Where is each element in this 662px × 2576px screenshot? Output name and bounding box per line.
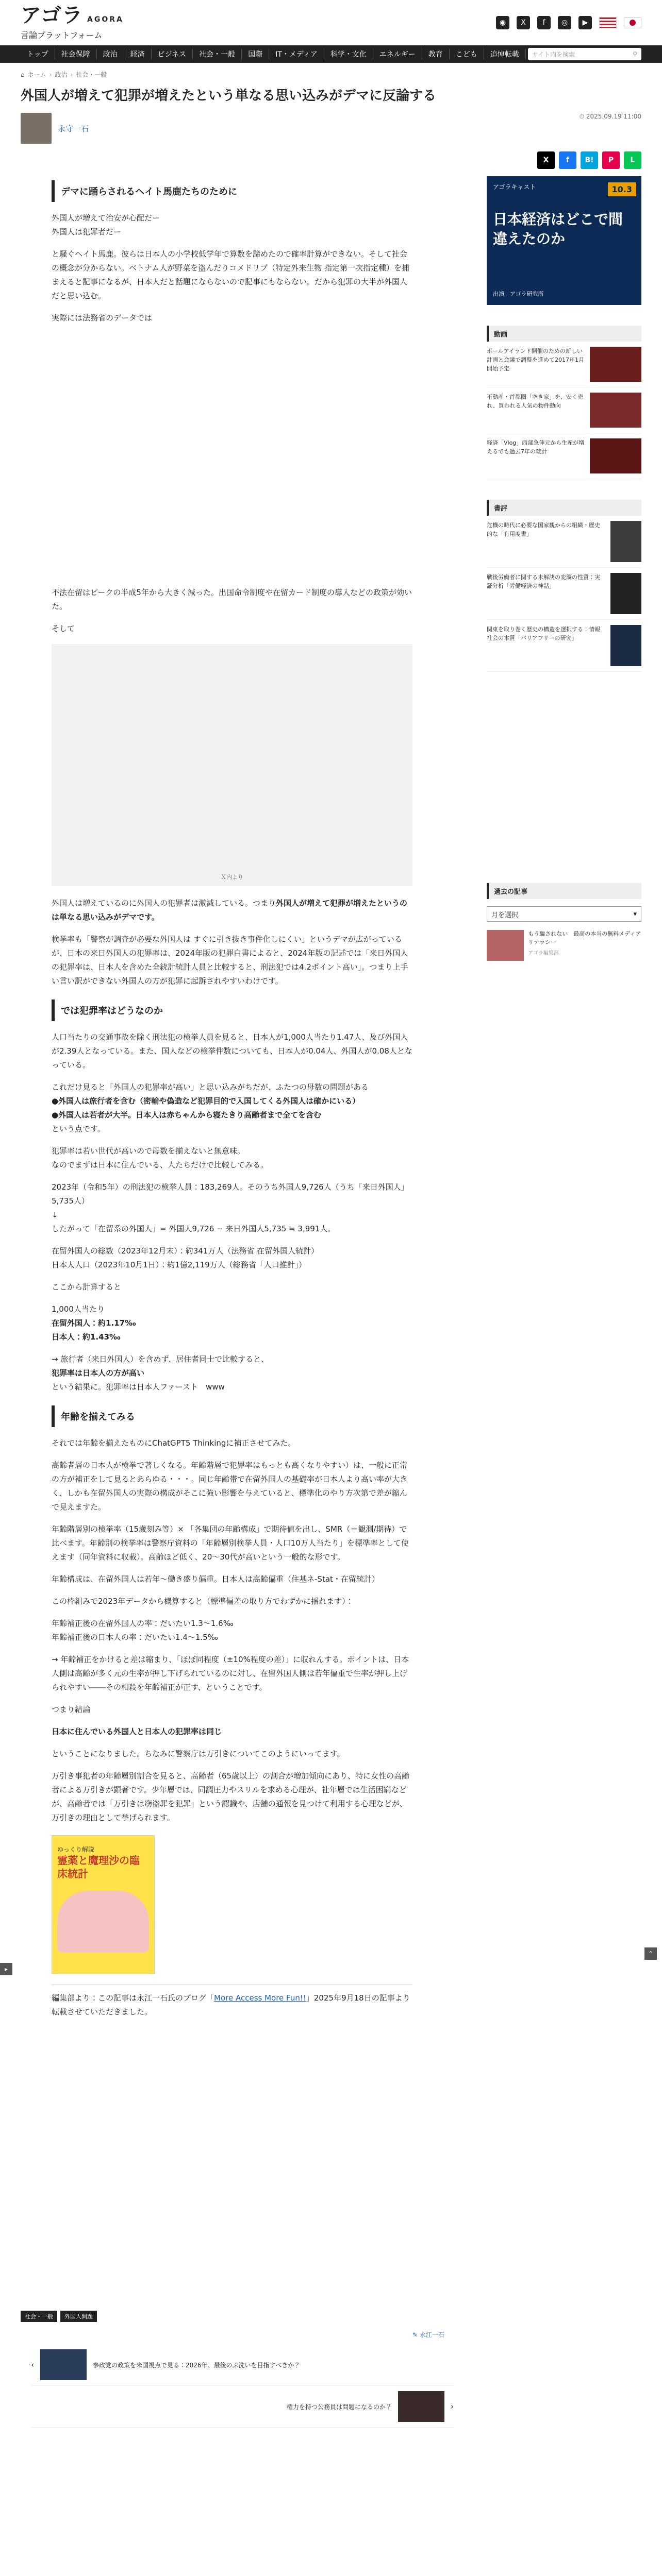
logo-sub: AGORA: [87, 15, 124, 24]
paragraph: 在留外国人の総数（2023年12月末）：約341万人（法務省 在留外国人統計） 日本人人口（2023年10月1日）：約1億2,119万人（総務省「人口推計」）: [52, 1246, 319, 1269]
sidebar-heading: 過去の記事: [487, 883, 641, 899]
x-icon[interactable]: X: [517, 16, 530, 29]
list-item[interactable]: ポールアイランド開催のための新しい計画と会議で調整を進めて2017年1月開始予定: [487, 342, 641, 387]
book-cover-image[interactable]: [52, 1835, 155, 1974]
list-item[interactable]: もう騙されない 最高の本当の無料メディアリテラシー アゴラ編集部: [487, 930, 641, 961]
section-heading: デマに踊らされるヘイト馬鹿たちのために: [52, 180, 412, 202]
search-input[interactable]: [528, 48, 641, 60]
instagram-icon[interactable]: ◎: [558, 16, 571, 29]
nav-item[interactable]: こども: [450, 49, 484, 59]
paragraph: 不法在留はピークの半成5年から大きく減った。出国命令制度や在留カード制度の導入などの政策が効いた。: [52, 588, 412, 611]
thumbnail: [40, 2349, 87, 2380]
paragraph: → 旅行者（来日外国人）を含めず、居住者同士で比較すると、 犯罪率は日本人の方が高い という結果に。犯罪率は日本人ファースト www: [52, 1354, 269, 1392]
us-flag-icon[interactable]: [599, 17, 617, 28]
pocket-share-icon[interactable]: P: [602, 151, 620, 169]
paragraph: この枠組みで2023年データから概算すると（標準偏差の取り方でわずかに揺れます）：: [52, 1597, 354, 1606]
paragraph: それでは年齢を揃えたものにChatGPT5 Thinkingに補正させてみた。: [52, 1438, 296, 1448]
nav-item[interactable]: 科学・文化: [324, 49, 373, 59]
list-item[interactable]: 戦後労働者に関する未解決の変調の性質：実証分析「労働経済の神話」: [487, 568, 641, 620]
search-placeholder: サイト内を検索: [532, 50, 575, 58]
paragraph: 年齢補正後の在留外国人の率：だいたい1.3〜1.6‰ 年齢補正後の日本人の率：だいたい1.4〜1.5‰: [52, 1619, 234, 1642]
sidebar-heading: 動画: [487, 326, 641, 342]
x-share-icon[interactable]: X: [537, 151, 555, 169]
section-heading: では犯罪率はどうなのか: [52, 999, 412, 1021]
list-item[interactable]: 関東を取り巻く歴史の構造を選択する：情報社会の本質「バリアフリーの研究」: [487, 620, 641, 672]
related-item[interactable]: ‹ 参政党の政策を米国視点で見る：2026年、最後のぶ洗いを目指すべきか？: [31, 2344, 454, 2386]
paragraph: つまり結論: [52, 1705, 91, 1714]
breadcrumb-separator: ›: [70, 71, 73, 78]
book-illustration: [57, 1891, 149, 1953]
nav-item[interactable]: IT・メディア: [269, 49, 324, 59]
ad-date: 10.3: [608, 182, 636, 196]
sidebar-heading: 書評: [487, 500, 641, 516]
breadcrumb: [0, 63, 662, 86]
tag[interactable]: 外国人問題: [60, 2311, 97, 2322]
thumbnail: [610, 573, 641, 614]
tag[interactable]: 社会・一般: [21, 2311, 57, 2322]
publish-date: ⏱ 2025.09.19 11:00: [579, 113, 641, 120]
nav-item[interactable]: 国際: [242, 49, 269, 59]
article-body: [21, 169, 412, 2295]
chevron-down-icon: ▾: [633, 910, 637, 918]
thumbnail: [590, 393, 641, 428]
paragraph: ということになりました。ちなみに警察庁は万引きについてこのようにいってます。: [52, 1749, 345, 1758]
site-logo[interactable]: [21, 5, 124, 41]
search-icon[interactable]: ⚲: [633, 50, 637, 58]
article-title: 外国人が増えて犯罪が増えたという単なる思い込みがデマに反論する: [21, 88, 437, 104]
paragraph: 外国人が増えて治安が心配だー 外国人は犯罪者だー: [52, 213, 160, 236]
paragraph: → 年齢補正をかけると差は縮まり、「ほぼ同程度（±10%程度の差）」に収れんする。ポイントは、日本人側は高齢が多く元の生率が押し下げられているのに対し、在留外国人側は若年偏重で生率が押し上げられやすい――その相殺を年齢補正が正す、ということです。: [52, 1655, 409, 1692]
thumbnail: [398, 2391, 444, 2422]
paragraph: 日本に住んでいる外国人と日本人の犯罪率は同じ: [52, 1727, 222, 1736]
paragraph: 2023年（令和5年）の刑法犯の検挙人員：183,269人。そのうち外国人9,726人（うち「来日外国人」5,735人） ↓ したがって「在留系の外国人」= 外国人9,726 − 来日外国人5,735 ≒ 3,991人。: [52, 1182, 409, 1233]
month-select[interactable]: 月を選択 ▾: [487, 906, 641, 922]
sidebar: [487, 169, 641, 2295]
facebook-share-icon[interactable]: f: [559, 151, 576, 169]
paragraph: 万引き事犯者の年齢層別割合を見ると、高齢者（65歳以上）の割合が増加傾向にあり、特に女性の高齢者による万引きが顕著です。少年層では、同調圧力やスリルを求める心理が、社年層では生活困窮などが、高齢者では「万引きは窃盗罪を犯罪」という認識や、店舗の通報を見つけて利用する心理などが、万引きの理由として挙げられます。: [52, 1771, 410, 1822]
embedded-chart-area: [52, 333, 412, 575]
site-tagline: 言論プラットフォーム: [21, 30, 103, 40]
source-blog-link[interactable]: More Access More Fun!!: [214, 1993, 306, 2003]
thumbnail: [610, 521, 641, 562]
editor-note: 編集部より：この記事は永江一石氏のブログ「More Access More Fun!!」2025年9月18日の記事より転載させていただきました。: [52, 1985, 412, 2019]
nav-item[interactable]: 社会保障: [55, 49, 97, 59]
share-buttons: [537, 151, 641, 169]
logo-text: アゴラ: [21, 3, 83, 27]
paragraph: ここから計算すると: [52, 1282, 122, 1292]
paragraph: 年齢階層別の検挙率（15歳刻み等）× 「各集団の年齢構成」で期待値を出し、SMR（＝観測/期待）で比べます。年齢別の検挙率は警察庁資料の「年齢層別検挙人員・人口10万人当たり」を標準率として使えます（同年資料に収載）。高齢ほど低く、20〜30代が高いという一般的な形です。: [52, 1524, 409, 1562]
paragraph: と騒ぐヘイト馬鹿。彼らは日本人の小学校低学年で算数を諦めたので確率計算ができない。そして社会の概念が分からない。ベトナム人が野菜を盗んだりコメドリブ（特定外来生物 指定第一次指定種）を捕まえると記事になるが、日本人だと話題にならないので記事にもならない。だから犯罪の大半が外国人だと思い込む。: [52, 249, 410, 300]
book-title: 霊薬と魔理沙の臨床統計: [57, 1854, 140, 1880]
breadcrumb-item[interactable]: ホーム: [27, 71, 46, 78]
article-spacer: [52, 2027, 412, 2295]
youtube-icon[interactable]: ▶: [578, 16, 592, 29]
nav-item[interactable]: 経済: [124, 49, 152, 59]
chevron-right-icon[interactable]: ›: [451, 2402, 454, 2411]
thumbnail: [610, 625, 641, 666]
related-item[interactable]: 権力を持つ公務員は問題になるのか？ ›: [31, 2386, 454, 2428]
hatena-share-icon[interactable]: B!: [581, 151, 598, 169]
breadcrumb-separator: ›: [49, 71, 52, 78]
embedded-image: [52, 644, 412, 886]
list-item[interactable]: 危機の時代に必要な国家観からの組織・歴史的な「有用度書」: [487, 516, 641, 568]
main-nav: [0, 45, 662, 63]
section-heading: 年齢を揃えてみる: [52, 1405, 412, 1427]
paragraph: 高齢者層の日本人が検挙で著しくなる。年齢階層で犯罪率はもっとも高くなりやすい）は、一般に正常の方が補正をして見るとあらゆる・・・。同じ年齢帯で在留外国人の基礎率が日本人より高い率が大きく、しかも在留外国人の実際の構成がそこに強い影響を与えていると、標準化のやり方次第で差が縮んで見えますた。: [52, 1461, 408, 1512]
related-articles: [31, 2344, 454, 2428]
nav-item[interactable]: 社会・一般: [193, 49, 242, 59]
sidebar-movies: [487, 326, 641, 479]
avatar[interactable]: [21, 113, 52, 144]
book-subtitle: ゆっくり解説: [57, 1846, 94, 1853]
ad-footer: 出演 アゴラ研究所: [493, 291, 544, 297]
home-icon: ⌂: [21, 71, 25, 78]
author-link[interactable]: 永守一石: [58, 124, 89, 133]
content-wrap: [0, 169, 662, 2295]
line-share-icon[interactable]: L: [624, 151, 641, 169]
thumbnail: [590, 438, 641, 473]
ad-headline: 日本経済はどこで間違えたのか: [493, 211, 623, 247]
meta-right: [537, 113, 641, 169]
facebook-icon[interactable]: f: [537, 16, 551, 29]
tag-list: [0, 2311, 662, 2322]
rss-icon[interactable]: ◉: [496, 16, 509, 29]
paragraph: 犯罪率は若い世代が高いので母数を揃えないと無意味。 なのでまずは日本に住んでいる、人たちだけで比較してみる。: [52, 1146, 269, 1170]
paragraph: 外国人は増えているのに外国人の犯罪者は激減している。つまり外国人が増えて犯罪が増えたというのは単なる思い込みがデマです。: [52, 899, 408, 922]
paragraph: 人口当たりの交通事故を除く刑法犯の検挙人員を見ると、日本人が1,000人当たり1.47人、及び外国人が2.39人となっている。また、国人などの検挙件数についても、日本人が0.04人、外国人が0.08人となっている。: [52, 1032, 412, 1070]
japan-flag-icon[interactable]: [624, 17, 641, 28]
paragraph: これだけ見ると「外国人の犯罪率が高い」と思い込みがちだが、ふたつの母数の問題がある ●外国人は旅行者を含む（密輸や偽造など犯罪目的で入国してくる外国人は確かにいる） ●外国人は若者が大半。日本人は赤ちゃんから寝たきり高齢者まで全てを含む という点です。: [52, 1082, 369, 1133]
social-icons: [496, 16, 641, 29]
list-item[interactable]: 不動産・首都圏「空き家」を、安く売れ、買われる人気の物件動向: [487, 387, 641, 433]
nav-item[interactable]: ビジネス: [152, 49, 193, 59]
author-back-link[interactable]: ✎ 永江一石: [412, 2331, 444, 2338]
author-block: [21, 113, 89, 144]
nav-item[interactable]: エネルギー: [373, 49, 422, 59]
sidebar-books: [487, 500, 641, 672]
nav-item[interactable]: 追悼転載: [484, 49, 526, 59]
image-caption: Ｘ内より: [221, 874, 243, 880]
thumbnail: [487, 930, 524, 961]
list-item[interactable]: 経済「Vlog」西部急伸元から生産が増えるでも過去7年の統計: [487, 433, 641, 479]
paragraph: そして: [52, 624, 75, 633]
nav-item[interactable]: トップ: [21, 49, 55, 59]
paragraph: 年齢構成は、在留外国人は若年〜働き盛り偏重。日本人は高齢偏重（住基ネ-Stat・在留統計）: [52, 1574, 379, 1584]
paragraph: 検挙率も「警察が調査が必要な外国人は すぐに引き抜き事件化しにくい」というデマが広がっているが、日本の来日外国人の犯罪率は、2024年版の犯罪白書によると、2024年版の記述では「来日外国人の犯罪率は、日本人を含めた全統計統計人員と比較すると、刑法犯では4.2ポイント高い」。つまり上手い言い訳ができない外国人の方が犯罪に起訴されやすいわけです。: [52, 935, 408, 986]
sidebar-archive: [487, 883, 641, 961]
site-header: [0, 0, 662, 45]
chevron-left-icon[interactable]: ‹: [31, 2360, 34, 2369]
breadcrumb-item[interactable]: 政治: [55, 71, 68, 78]
sidebar-ad-banner[interactable]: [487, 176, 641, 305]
article-meta: [0, 106, 662, 169]
scroll-top-button[interactable]: ⌃: [644, 1947, 657, 1960]
left-scroll-tab[interactable]: ▸: [0, 1963, 12, 1975]
ad-brand: アゴラキャスト: [493, 183, 536, 191]
paragraph: 実際には法務省のデータでは: [52, 313, 153, 323]
paragraph: 1,000人当たり 在留外国人：約1.17‰ 日本人：約1.43‰: [52, 1304, 136, 1342]
nav-item[interactable]: 教育: [422, 49, 450, 59]
breadcrumb-item[interactable]: 社会・一般: [76, 71, 107, 78]
nav-item[interactable]: 政治: [97, 49, 124, 59]
date-text: 2025.09.19 11:00: [586, 113, 641, 120]
thumbnail: [590, 347, 641, 382]
